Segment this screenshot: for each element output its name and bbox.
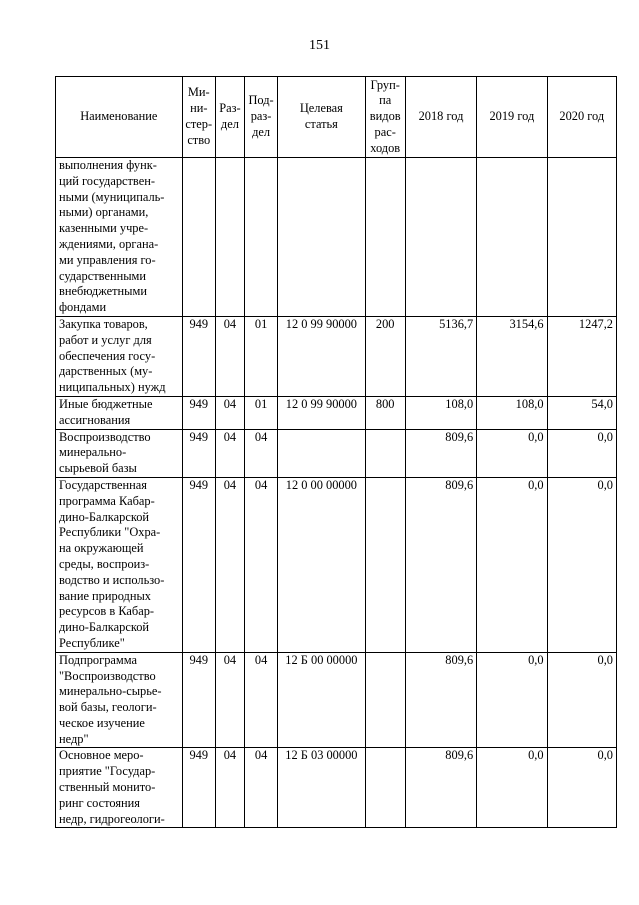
cell-year-2020: 0,0 (547, 652, 616, 748)
cell-target-article (278, 429, 365, 477)
cell-section: 04 (215, 652, 244, 748)
cell-expense-group (365, 158, 405, 317)
cell-name: Государственная программа Кабар- дино-Балкарской Республики "Охра- на окружающей среды, воспроиз- водство и использо- вание природных ресурсов в Кабар- дино-Балкарской Республике" (56, 477, 183, 652)
cell-subsection: 04 (244, 429, 277, 477)
cell-expense-group (365, 477, 405, 652)
cell-section (215, 158, 244, 317)
cell-year-2018: 108,0 (405, 396, 476, 429)
cell-ministry: 949 (182, 316, 215, 396)
table-row (56, 396, 617, 429)
cell-ministry: 949 (182, 477, 215, 652)
cell-year-2020 (547, 158, 616, 317)
table-header-row (56, 77, 617, 158)
cell-ministry: 949 (182, 396, 215, 429)
cell-name: выполнения функ- ций государствен- ными (муниципаль- ными) органами, казенными учре- ждениями, органа- ми управления го- сударственными внебюджетными фондами (56, 158, 183, 317)
cell-ministry: 949 (182, 429, 215, 477)
cell-subsection: 04 (244, 652, 277, 748)
cell-target-article: 12 0 99 90000 (278, 316, 365, 396)
cell-year-2018: 809,6 (405, 477, 476, 652)
page-number: 151 (309, 38, 330, 53)
cell-expense-group (365, 429, 405, 477)
cell-subsection (244, 158, 277, 317)
cell-name: Воспроизводство минерально- сырьевой базы (56, 429, 183, 477)
cell-section: 04 (215, 396, 244, 429)
cell-subsection: 01 (244, 316, 277, 396)
cell-section: 04 (215, 429, 244, 477)
cell-section: 04 (215, 477, 244, 652)
header-year-2019: 2019 год (477, 77, 547, 158)
cell-year-2018 (405, 158, 476, 317)
header-name: Наименование (56, 77, 183, 158)
table-row (56, 158, 617, 317)
table-row (56, 316, 617, 396)
cell-expense-group (365, 748, 405, 828)
header-year-2020: 2020 год (547, 77, 616, 158)
cell-year-2019: 0,0 (477, 652, 547, 748)
cell-year-2018: 809,6 (405, 429, 476, 477)
cell-year-2019 (477, 158, 547, 317)
cell-target-article: 12 Б 00 00000 (278, 652, 365, 748)
cell-year-2019: 0,0 (477, 748, 547, 828)
cell-year-2019: 3154,6 (477, 316, 547, 396)
cell-section: 04 (215, 748, 244, 828)
cell-year-2018: 809,6 (405, 652, 476, 748)
cell-year-2020: 0,0 (547, 477, 616, 652)
cell-subsection: 01 (244, 396, 277, 429)
header-ministry: Ми- ни- стер- ство (182, 77, 215, 158)
cell-year-2020: 54,0 (547, 396, 616, 429)
header-target-article: Целевая статья (278, 77, 365, 158)
cell-name: Закупка товаров, работ и услуг для обеспечения госу- дарственных (му- ниципальных) нужд (56, 316, 183, 396)
header-expense-group: Груп- па видов рас- ходов (365, 77, 405, 158)
cell-year-2018: 5136,7 (405, 316, 476, 396)
cell-expense-group: 800 (365, 396, 405, 429)
cell-name: Иные бюджетные ассигнования (56, 396, 183, 429)
cell-year-2020: 0,0 (547, 429, 616, 477)
cell-expense-group: 200 (365, 316, 405, 396)
budget-table (55, 76, 617, 828)
cell-ministry (182, 158, 215, 317)
cell-year-2018: 809,6 (405, 748, 476, 828)
cell-year-2020: 0,0 (547, 748, 616, 828)
table-row (56, 748, 617, 828)
cell-section: 04 (215, 316, 244, 396)
cell-subsection: 04 (244, 477, 277, 652)
table-row (56, 477, 617, 652)
cell-name: Подпрограмма "Воспроизводство минерально-сырье- вой базы, геологи- ческое изучение недр" (56, 652, 183, 748)
cell-target-article: 12 0 99 90000 (278, 396, 365, 429)
cell-ministry: 949 (182, 748, 215, 828)
cell-target-article: 12 0 00 00000 (278, 477, 365, 652)
cell-target-article: 12 Б 03 00000 (278, 748, 365, 828)
header-year-2018: 2018 год (405, 77, 476, 158)
table-row (56, 652, 617, 748)
cell-year-2019: 0,0 (477, 429, 547, 477)
cell-year-2020: 1247,2 (547, 316, 616, 396)
table-row (56, 429, 617, 477)
cell-ministry: 949 (182, 652, 215, 748)
cell-year-2019: 108,0 (477, 396, 547, 429)
header-subsection: Под- раз- дел (244, 77, 277, 158)
cell-name: Основное меро- приятие "Государ- ственный монито- ринг состояния недр, гидрогеологи- (56, 748, 183, 828)
cell-expense-group (365, 652, 405, 748)
cell-subsection: 04 (244, 748, 277, 828)
cell-target-article (278, 158, 365, 317)
header-section: Раз- дел (215, 77, 244, 158)
cell-year-2019: 0,0 (477, 477, 547, 652)
